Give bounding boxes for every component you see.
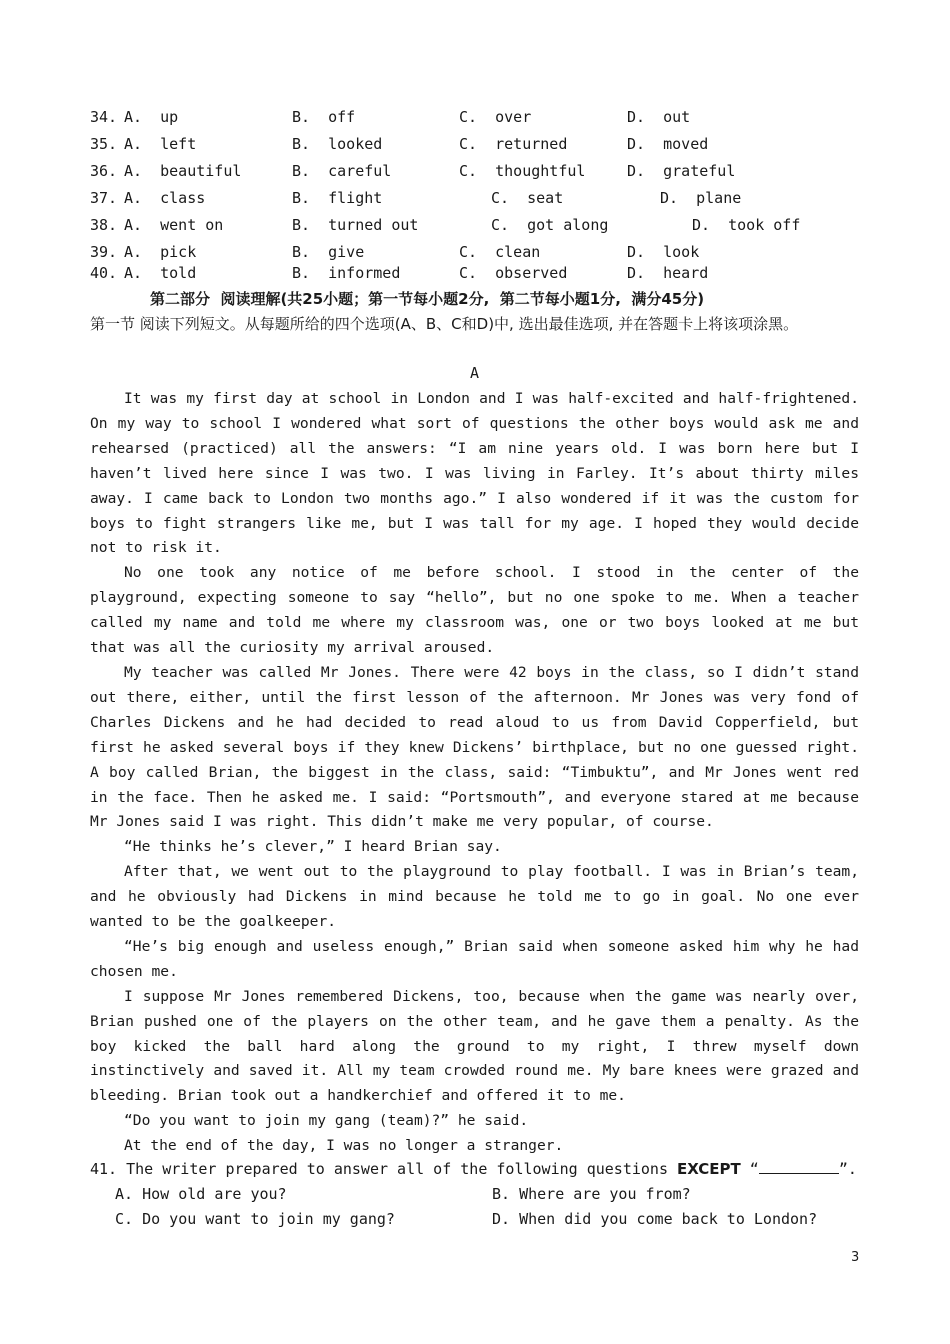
question-number: 36. [90, 162, 118, 180]
passage-paragraph: My teacher was called Mr Jones. There were 42 boys in the class, so I didn’t stand out there, either, until the first lesson of the afternoon. Mr Jones was very fond of Charles Dickens and he had decided to read aloud to us from David Copperfield, but first he asked several boys if they knew Dickens’ birthplace, but no one guessed right. A boy called Brian, the biggest in the class, said: “Timbuktu”, and Mr Jones went red in the face. Then he asked me. I said: “Portsmouth”, and everyone stared at me because Mr Jones said I was right. This didn’t make me very popular, of course. [90, 663, 859, 831]
option-row [90, 243, 700, 265]
option-c: C. thoughtful [459, 162, 586, 180]
question-stem [90, 1160, 857, 1178]
answer-option-d: D. When did you come back to London? [492, 1210, 818, 1228]
passage-paragraph: After that, we went out to the playground to play football. I was in Brian’s team, and he obviously had Dickens in mind because he told me to go in goal. No one ever wanted to be the goalkeeper. [90, 863, 859, 931]
answer-option-c: C. Do you want to join my gang? [115, 1210, 395, 1228]
page-number: 3 [851, 1250, 860, 1265]
option-b: B. looked [292, 135, 383, 153]
option-row [90, 216, 801, 238]
option-row [90, 264, 709, 286]
option-row [90, 162, 736, 184]
question-number: 34. [90, 108, 118, 126]
question-number: 37. [90, 189, 118, 207]
option-c: C. clean [459, 243, 541, 261]
question-number: 35. [90, 135, 118, 153]
question-number: 39. [90, 243, 118, 261]
option-c: C. returned [459, 135, 568, 153]
option-d: D. took off [692, 216, 801, 234]
option-d: D. moved [627, 135, 709, 153]
passage-paragraph: “He’s big enough and useless enough,” Brian said when someone asked him why he had chosen me. [90, 937, 859, 980]
option-b: B. give [292, 243, 365, 261]
option-d: D. out [627, 108, 691, 126]
passage-paragraph: I suppose Mr Jones remembered Dickens, too, because when the game was nearly over, Brian pushed one of the players on the other team, and he gave them a penalty. As the boy kicked the ball hard along the ground to my right, I threw myself down instinctively and saved it. All my team crowded round me. My bare knees were grazed and bleeding. Brian took out a handkerchief and offered it to me. [90, 987, 859, 1105]
option-d: D. heard [627, 264, 709, 282]
passage-paragraph: It was my first day at school in London and I was half-excited and half-frightened. On my way to school I wondered what sort of questions the other boys would ask me and rehearsed (practiced) all the answers: “I am nine years old. I was born here but I haven’t lived here since I was two. I was living in Farley. It’s about thirty miles away. I came back to London two months ago.” I also wondered if it was the custom for boys to fight strangers like me, but I was tall for my age. I hoped they would decide not to risk it. [90, 390, 859, 557]
option-row [90, 108, 691, 130]
option-a: A. left [124, 135, 197, 153]
passage-paragraph: “He thinks he’s clever,” I heard Brian say. [124, 838, 502, 856]
passage-label: A [470, 364, 480, 382]
quote-open: “ [740, 1160, 759, 1178]
option-d: D. look [627, 243, 700, 261]
option-c: C. seat [491, 189, 564, 207]
passage-paragraph: No one took any notice of me before school. I stood in the center of the playground, expecting someone to say “hello”, but no one spoke to me. When a teacher called my name and told me where my classroom was, one or two boys looked at me but that was all the curiosity my arrival aroused. [90, 564, 859, 657]
option-a: A. beautiful [124, 162, 242, 180]
question-stem-text: 41. The writer prepared to answer all of the following questions [90, 1160, 677, 1178]
option-b: B. informed [292, 264, 401, 282]
reading-passage [90, 387, 859, 1159]
option-c: C. over [459, 108, 532, 126]
option-d: D. grateful [627, 162, 736, 180]
except-keyword: EXCEPT [677, 1160, 741, 1178]
option-row [90, 189, 742, 211]
option-a: A. pick [124, 243, 197, 261]
option-c: C. observed [459, 264, 568, 282]
answer-option-b: B. Where are you from? [492, 1185, 691, 1203]
option-b: B. flight [292, 189, 383, 207]
quote-close: ”. [838, 1160, 857, 1178]
answer-blank [759, 1161, 839, 1174]
part-title: 第二部分 阅读理解(共25小题；第一节每小题2分, 第二节每小题1分, 满分45分) [150, 290, 705, 308]
answer-option-a: A. How old are you? [115, 1185, 287, 1203]
option-a: A. class [124, 189, 206, 207]
option-c: C. got along [491, 216, 609, 234]
option-d: D. plane [660, 189, 742, 207]
question-number: 40. [90, 264, 118, 282]
option-a: A. went on [124, 216, 224, 234]
option-a: A. told [124, 264, 197, 282]
section-instruction: 第一节 阅读下列短文。从每题所给的四个选项(A、B、C和D)中, 选出最佳选项, 并在答题卡上将该项涂黑。 [90, 315, 799, 333]
option-a: A. up [124, 108, 179, 126]
option-b: B. turned out [292, 216, 419, 234]
passage-paragraph: “Do you want to join my gang (team)?” he said. [124, 1112, 529, 1130]
question-number: 38. [90, 216, 118, 234]
option-b: B. careful [292, 162, 392, 180]
option-b: B. off [292, 108, 356, 126]
passage-paragraph: At the end of the day, I was no longer a stranger. [124, 1137, 564, 1155]
option-row [90, 135, 709, 157]
